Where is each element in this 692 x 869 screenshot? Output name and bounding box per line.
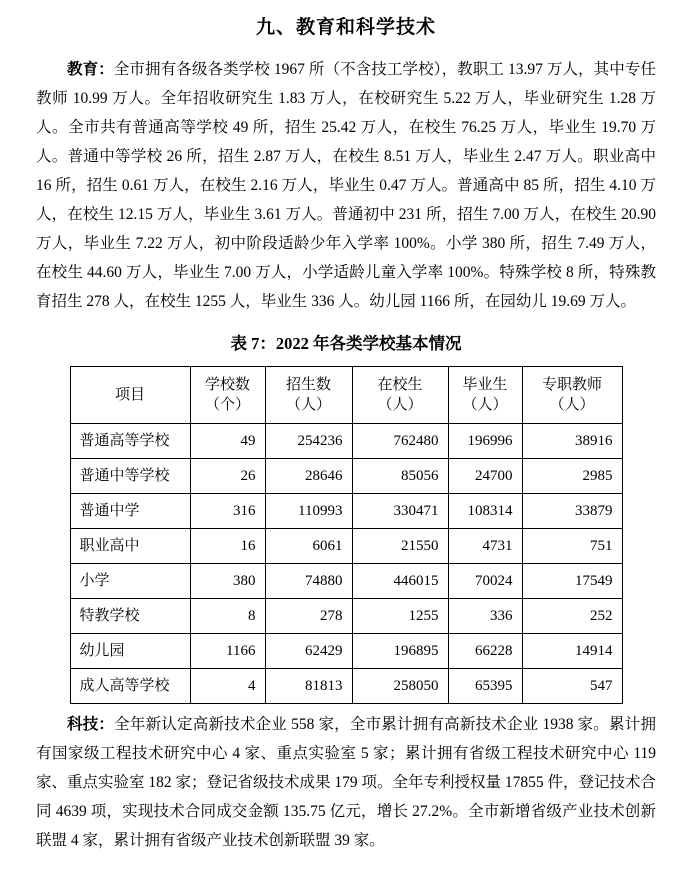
cell-students: 330471 [352,494,448,529]
cell-teachers: 38916 [522,424,622,459]
col-header-text: 招生数 [285,377,331,393]
cell-enrollment: 28646 [265,459,352,494]
science-label: 科技： [67,716,115,733]
cell-teachers: 2985 [522,459,622,494]
col-header-text: 专职教师 [541,377,602,393]
cell-students: 21550 [352,529,448,564]
education-paragraph [36,55,656,316]
col-header-item [70,367,190,424]
section-title: 九、教育和科学技术 [255,17,436,38]
cell-enrollment: 254236 [265,424,352,459]
table-row [70,459,622,494]
col-header-teachers [522,367,622,424]
table-row [70,669,622,704]
cell-teachers: 547 [522,669,622,704]
col-header-text: 毕业生 [462,377,508,393]
row-label: 普通高等学校 [70,424,190,459]
table-row [70,634,622,669]
cell-teachers: 252 [522,599,622,634]
cell-enrollment: 74880 [265,564,352,599]
cell-enrollment: 278 [265,599,352,634]
cell-students: 85056 [352,459,448,494]
cell-students: 258050 [352,669,448,704]
row-label: 幼儿园 [70,634,190,669]
table-caption: 表 7：2022 年各类学校基本情况 [230,334,462,353]
col-header-text: 项目 [114,387,145,403]
cell-graduates: 4731 [448,529,522,564]
cell-graduates: 70024 [448,564,522,599]
education-label: 教育： [67,61,114,78]
cell-school-count: 8 [190,599,265,634]
table-row [70,564,622,599]
row-label: 职业高中 [70,529,190,564]
science-paragraph [36,710,656,855]
cell-students: 446015 [352,564,448,599]
school-table [70,366,623,704]
col-header-school-count [190,367,265,424]
table-row [70,494,622,529]
cell-students: 196895 [352,634,448,669]
col-header-unit: （人） [549,397,595,413]
row-label: 普通中等学校 [70,459,190,494]
cell-graduates: 196996 [448,424,522,459]
row-label: 成人高等学校 [70,669,190,704]
cell-enrollment: 62429 [265,634,352,669]
col-header-unit: （人） [377,397,423,413]
cell-students: 762480 [352,424,448,459]
cell-graduates: 66228 [448,634,522,669]
cell-school-count: 4 [190,669,265,704]
cell-teachers: 751 [522,529,622,564]
cell-teachers: 14914 [522,634,622,669]
cell-teachers: 17549 [522,564,622,599]
row-label: 小学 [70,564,190,599]
cell-school-count: 26 [190,459,265,494]
col-header-enrollment [265,367,352,424]
cell-graduates: 65395 [448,669,522,704]
cell-school-count: 1166 [190,634,265,669]
science-text: 全年新认定高新技术企业 558 家，全市累计拥有高新技术企业 1938 家。累计拥有国家级工程技术研究中心 4 家、重点实验室 5 家；累计拥有省级工程技术研究中心 119 家、重点实验室 182 家；登记省级技术成果 179 项。全年专利授权量 17855 件，登记技术合同 4639 项，实现技术合同成交金额 135.75 亿元，增长 27.2%。全市新增省级产业技术创新联盟 4 家，累计拥有省级产业技术创新联盟 39 家。 [36,716,657,849]
col-header-text: 在校生 [377,377,423,393]
table-row [70,424,622,459]
col-header-text: 学校数 [204,377,250,393]
col-header-unit: （个） [204,397,250,413]
cell-teachers: 33879 [522,494,622,529]
col-header-students [352,367,448,424]
cell-enrollment: 6061 [265,529,352,564]
cell-school-count: 380 [190,564,265,599]
col-header-graduates [448,367,522,424]
cell-school-count: 316 [190,494,265,529]
cell-enrollment: 81813 [265,669,352,704]
row-label: 普通中学 [70,494,190,529]
cell-school-count: 49 [190,424,265,459]
table-row [70,529,622,564]
education-text: 全市拥有各级各类学校 1967 所（不含技工学校），教职工 13.97 万人，其中专任教师 10.99 万人。全年招收研究生 1.83 万人，在校研究生 5.22 万人，毕业研究生 1.28 万人。全市共有普通高等学校 49 所，招生 25.42 万人，在校生 76.25 万人，毕业生 19.70 万人。普通中等学校 26 所，招生 2.87 万人，在校生 8.51 万人，毕业生 2.47 万人。职业高中 16 所，招生 0.61 万人，在校生 2.16 万人，毕业生 0.47 万人。普通高中 85 所，招生 4.10 万人，在校生 12.15 万人，毕业生 3.61 万人。普通初中 231 所，招生 7.00 万人，在校生 20.90 万人，毕业生 7.22 万人，初中阶段适龄少年入学率 100%。小学 380 所，招生 7.49 万人，在校生 44.60 万人，毕业生 7.00 万人，小学适龄儿童入学率 100%。特殊学校 8 所，特殊教育招生 278 人，在校生 1255 人，毕业生 336 人。幼儿园 1166 所，在园幼儿 19.69 万人。 [36,61,656,310]
cell-school-count: 16 [190,529,265,564]
row-label: 特教学校 [70,599,190,634]
cell-graduates: 24700 [448,459,522,494]
cell-graduates: 336 [448,599,522,634]
cell-students: 1255 [352,599,448,634]
col-header-unit: （人） [285,397,331,413]
table-row [70,599,622,634]
col-header-unit: （人） [462,397,508,413]
cell-graduates: 108314 [448,494,522,529]
cell-enrollment: 110993 [265,494,352,529]
table-header-row [70,367,622,424]
